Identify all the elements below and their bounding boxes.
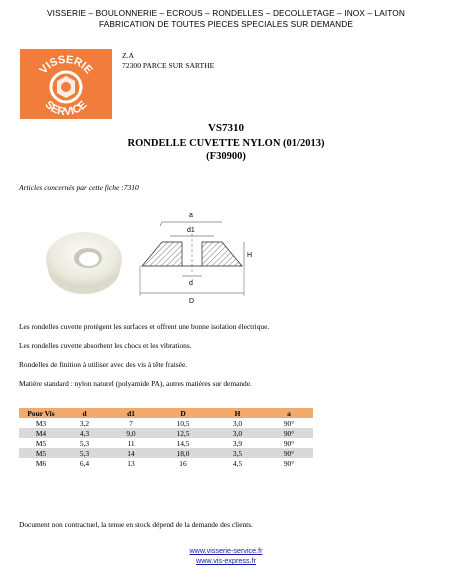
label-d1: d1	[187, 227, 195, 234]
cell-D: 18,0	[156, 448, 210, 458]
page-header	[0, 8, 452, 30]
cell-vis: M5	[35, 438, 47, 448]
label-H: H	[247, 252, 253, 259]
header-d: d	[63, 408, 106, 418]
company-address	[122, 51, 214, 71]
cell-D: 14,5	[176, 438, 190, 448]
product-photo	[42, 222, 128, 302]
cell-D: 16	[179, 458, 187, 468]
product-reference: VS7310	[207, 122, 245, 134]
table-row	[19, 458, 313, 468]
cell-d: 5,3	[79, 438, 90, 448]
cell-H: 3,5	[210, 448, 265, 458]
cell-a: 90°	[283, 438, 295, 448]
label-a: a	[189, 212, 193, 219]
header-line-1: VISSERIE – BOULONNERIE – ECROUS – RONDELLES – DECOLLETAGE – INOX – LAITON	[47, 8, 405, 18]
label-d: d	[189, 280, 193, 287]
paragraph-vibrations: Les rondelles cuvette absorbent les chocs et les vibrations.	[19, 341, 192, 350]
articles-concerned: Articles concernés par cette fiche :7310	[19, 183, 139, 192]
company-logo	[20, 49, 112, 119]
cell-d: 6,4	[79, 458, 90, 468]
website-links	[0, 546, 452, 566]
header-pour-vis: Pour Vis	[19, 408, 63, 418]
cell-H: 3,0	[232, 418, 243, 428]
disclaimer-note: Document non contractuel, la tenue en stock dépend de la demande des clients.	[19, 520, 253, 529]
link-visserie-service[interactable]: www.visserie-service.fr	[189, 546, 263, 555]
cell-vis: M4	[19, 428, 63, 438]
cell-a: 90°	[265, 448, 313, 458]
product-title	[0, 137, 452, 163]
product-code: (F30900)	[206, 151, 246, 162]
address-line-2: 72300 PARCE SUR SARTHE	[122, 61, 215, 70]
logo-text-bottom: SERVICE	[42, 98, 90, 119]
header-D: D	[156, 408, 210, 418]
table-header-row	[19, 408, 313, 418]
cell-vis: M3	[35, 418, 47, 428]
cell-H: 4,5	[232, 458, 243, 468]
table-row	[19, 448, 313, 458]
header-line-2: FABRICATION DE TOUTES PIECES SPECIALES SUR DEMANDE	[99, 19, 353, 29]
technical-drawing	[132, 204, 257, 308]
cell-d1: 7	[129, 418, 133, 428]
cell-a: 90°	[283, 458, 295, 468]
cell-d1: 11	[127, 438, 135, 448]
dimensions-table	[19, 408, 313, 468]
cell-d1: 14	[106, 448, 156, 458]
label-D: D	[189, 298, 195, 305]
table-row	[19, 428, 313, 438]
header-a: a	[265, 408, 313, 418]
cell-D: 12,5	[156, 428, 210, 438]
cell-vis: M6	[35, 458, 47, 468]
paragraph-finition: Rondelles de finition à utiliser avec des vis à tête fraisée.	[19, 360, 188, 369]
cell-a: 90°	[265, 428, 313, 438]
table-row	[19, 438, 313, 448]
header-H: H	[210, 408, 265, 418]
cell-d: 3,2	[79, 418, 90, 428]
logo-text-top: VISSERIE	[37, 53, 95, 77]
product-name: RONDELLE CUVETTE NYLON (01/2013)	[127, 138, 325, 149]
cell-d1: 13	[127, 458, 135, 468]
cell-d: 4,3	[63, 428, 106, 438]
address-line-1: Z.A	[122, 51, 135, 60]
cell-D: 10,5	[176, 418, 190, 428]
cell-d1: 9,0	[106, 428, 156, 438]
cell-d: 5,3	[63, 448, 106, 458]
cell-H: 3,0	[210, 428, 265, 438]
link-vis-express[interactable]: www.vis-express.fr	[196, 556, 256, 565]
table-row	[19, 418, 313, 428]
paragraph-matiere: Matière standard : nylon naturel (polyamide PA), autres matières sur demande.	[19, 379, 252, 388]
cell-H: 3,9	[232, 438, 243, 448]
cell-a: 90°	[283, 418, 295, 428]
paragraph-isolation: Les rondelles cuvette protègent les surfaces et offrent une bonne isolation électrique.	[19, 322, 270, 331]
cell-vis: M5	[19, 448, 63, 458]
header-d1: d1	[106, 408, 156, 418]
